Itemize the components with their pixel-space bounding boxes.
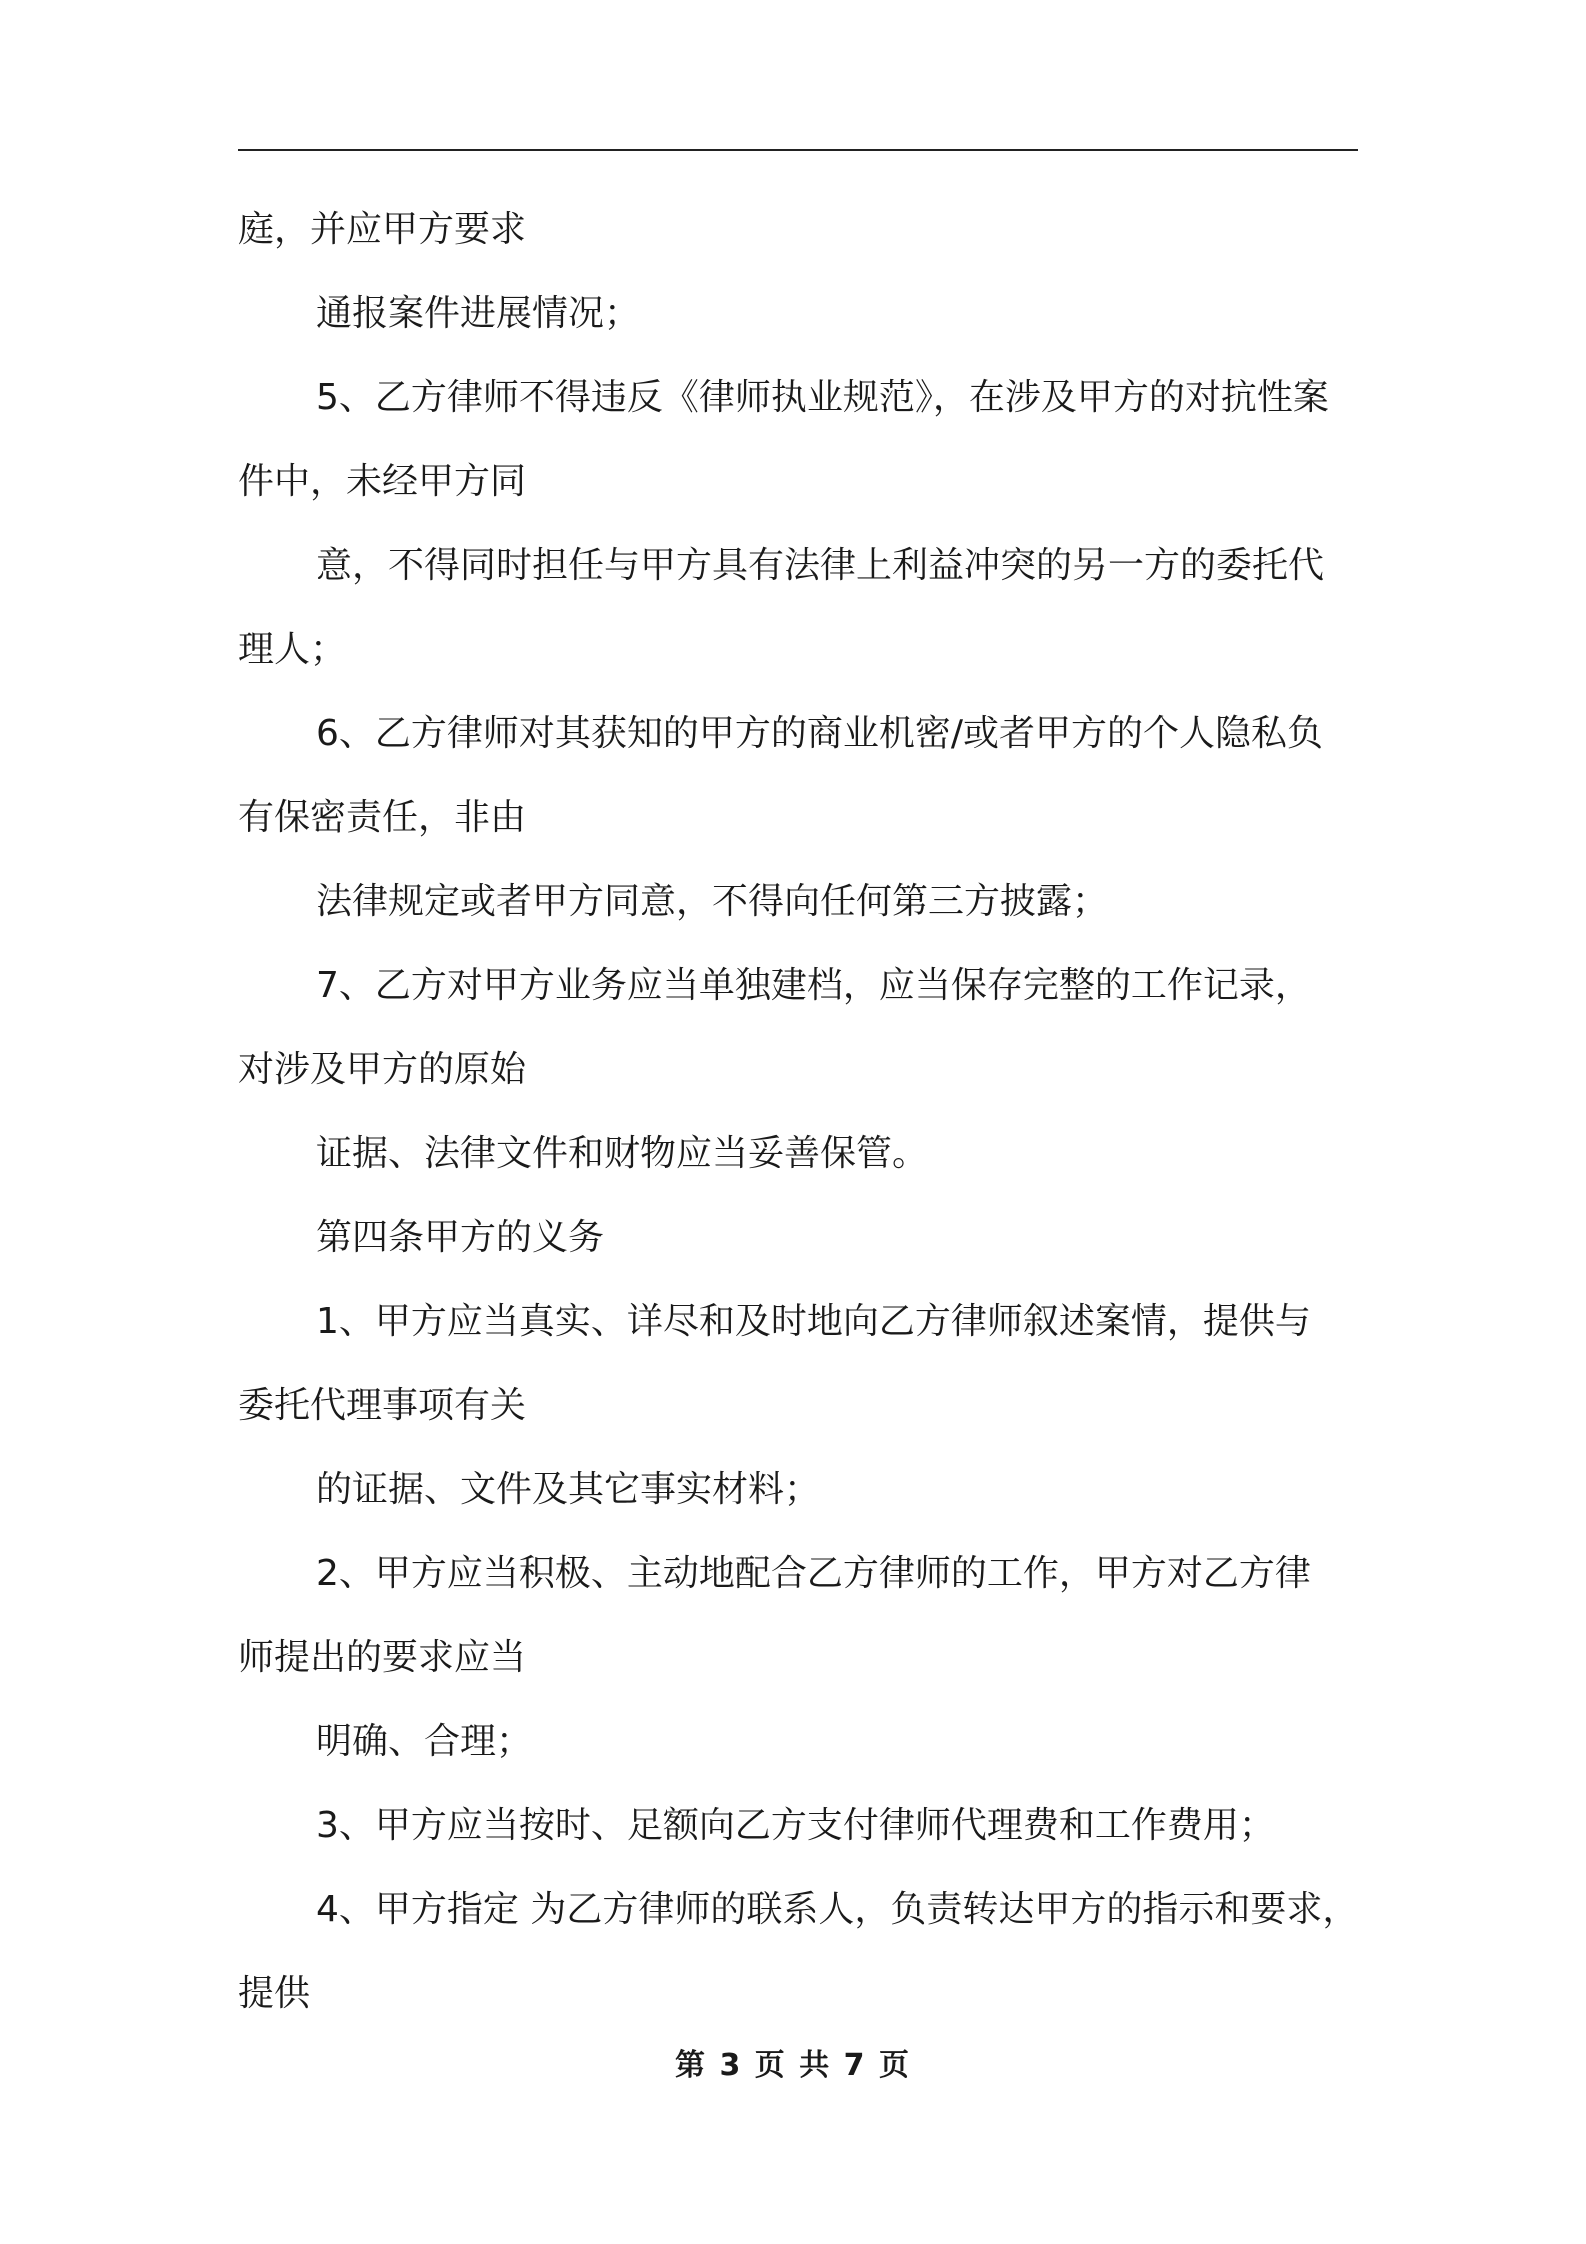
text-line: 7、乙方对甲方业务应当单独建档，应当保存完整的工作记录， <box>316 965 1311 1006</box>
text-line: 庭，并应甲方要求 <box>238 209 527 250</box>
page-number-footer: 第 3 页 共 7 页 <box>675 2048 911 2083</box>
text-line: 证据、法律文件和财物应当妥善保管。 <box>316 1133 929 1174</box>
text-line: 委托代理事项有关 <box>238 1385 527 1426</box>
text-line: 1、甲方应当真实、详尽和及时地向乙方律师叙述案情，提供与 <box>316 1301 1311 1342</box>
text-line: 明确、合理； <box>316 1721 533 1762</box>
text-line: 6、乙方律师对其获知的甲方的商业机密/或者甲方的个人隐私负 <box>316 713 1324 754</box>
text-line: 有保密责任，非由 <box>238 797 527 838</box>
text-line: 理人； <box>238 629 347 670</box>
text-line: 件中，未经甲方同 <box>238 461 527 502</box>
text-line: 对涉及甲方的原始 <box>238 1049 527 1090</box>
text-line: 提供 <box>238 1973 311 2014</box>
header-rule <box>238 149 1358 151</box>
text-line: 意，不得同时担任与甲方具有法律上利益冲突的另一方的委托代 <box>316 545 1325 586</box>
text-line: 的证据、文件及其它事实材料； <box>316 1469 821 1510</box>
section-heading: 第四条甲方的义务 <box>316 1217 605 1258</box>
text-line: 师提出的要求应当 <box>238 1637 527 1678</box>
text-line: 通报案件进展情况； <box>316 293 641 334</box>
text-line: 4、甲方指定 为乙方律师的联系人，负责转达甲方的指示和要求， <box>316 1889 1358 1930</box>
text-line: 3、甲方应当按时、足额向乙方支付律师代理费和工作费用； <box>316 1805 1275 1846</box>
document-body <box>238 198 1358 2046</box>
text-line: 2、甲方应当积极、主动地配合乙方律师的工作，甲方对乙方律 <box>316 1553 1311 1594</box>
text-line: 法律规定或者甲方同意，不得向任何第三方披露； <box>316 881 1109 922</box>
text-line: 5、乙方律师不得违反《律师执业规范》，在涉及甲方的对抗性案 <box>316 377 1329 418</box>
